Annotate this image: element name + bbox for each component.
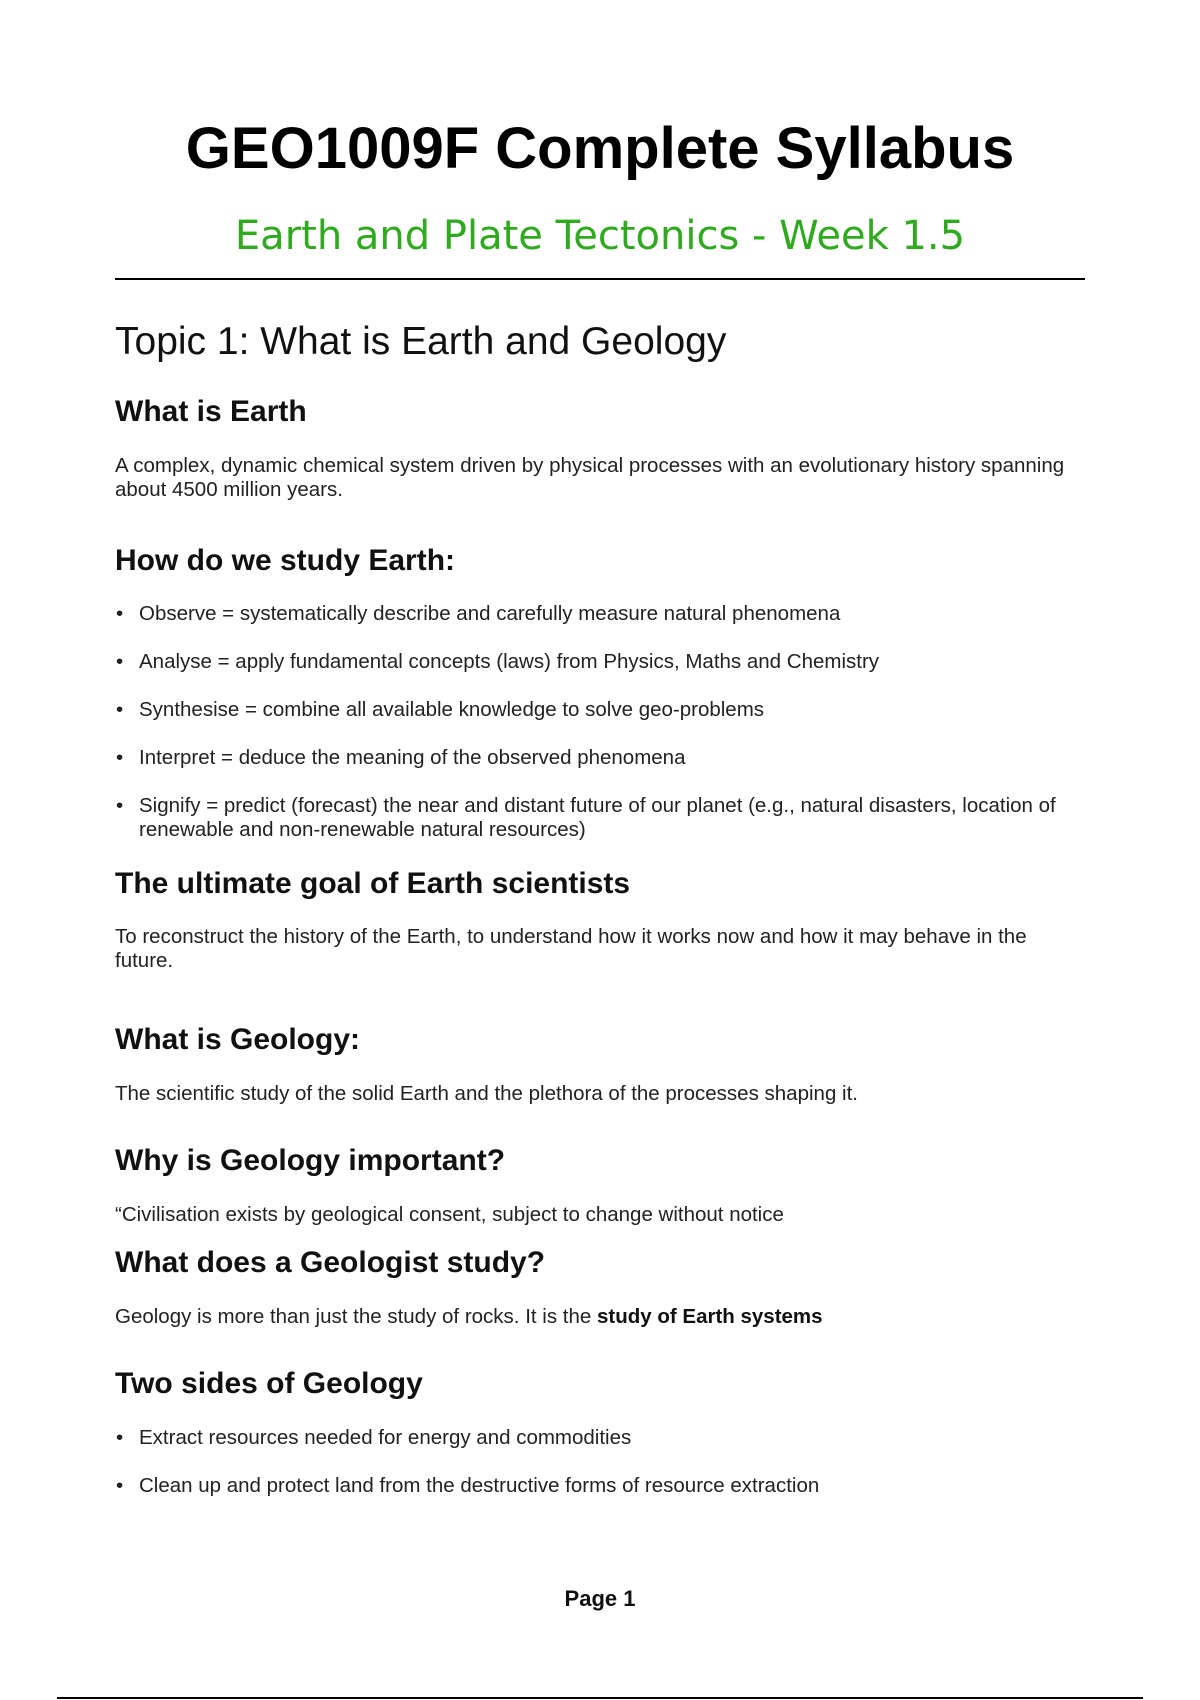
geologist-study-emphasis: study of Earth systems xyxy=(596,1305,823,1328)
list-item: • Signify = predict (forecast) the near and distant future of our planet (e.g., natural disasters, location of renewable and non-renewable natural resources) xyxy=(115,794,1085,842)
two-sides-list xyxy=(115,1426,1085,1498)
list-item: • Interpret = deduce the meaning of the observed phenomena xyxy=(115,746,1085,770)
document-body xyxy=(115,318,1085,1498)
section-heading-how-study: How do we study Earth: xyxy=(115,544,456,577)
paragraph-what-is-geology: The scientific study of the solid Earth and the plethora of the processes shaping it. xyxy=(115,1082,858,1105)
section-heading-ultimate-goal: The ultimate goal of Earth scientists xyxy=(115,867,631,900)
footer-divider xyxy=(57,1697,1143,1699)
paragraph-geologist-study xyxy=(115,1305,1085,1329)
page-number: Page 1 xyxy=(564,1586,636,1611)
document-subtitle: Earth and Plate Tectonics - Week 1.5 xyxy=(234,213,966,259)
topic-heading: Topic 1: What is Earth and Geology xyxy=(115,320,727,363)
list-item: • Synthesise = combine all available knowledge to solve geo-problems xyxy=(115,698,1085,722)
list-item: • Observe = systematically describe and carefully measure natural phenomena xyxy=(115,602,1085,626)
paragraph-why-important: “Civilisation exists by geological consent, subject to change without notice xyxy=(115,1203,784,1226)
paragraph-what-is-earth: A complex, dynamic chemical system driven by physical processes with an evolutionary history spanning about 4500 million years. xyxy=(115,454,1065,501)
section-heading-what-is-geology: What is Geology: xyxy=(115,1023,361,1056)
section-heading-geologist-study: What does a Geologist study? xyxy=(115,1246,546,1279)
geologist-study-text: Geology is more than just the study of rocks. It is the xyxy=(115,1305,597,1328)
section-heading-what-is-earth: What is Earth xyxy=(115,395,307,428)
paragraph-ultimate-goal: To reconstruct the history of the Earth, to understand how it works now and how it may behave in the future. xyxy=(115,925,1027,972)
list-item: • Analyse = apply fundamental concepts (laws) from Physics, Maths and Chemistry xyxy=(115,650,1085,674)
document-title: GEO1009F Complete Syllabus xyxy=(185,116,1015,181)
section-heading-why-important: Why is Geology important? xyxy=(115,1144,506,1177)
list-item: • Extract resources needed for energy and commodities xyxy=(115,1426,1085,1450)
list-item: • Clean up and protect land from the destructive forms of resource extraction xyxy=(115,1474,1085,1498)
how-study-list xyxy=(115,602,1085,842)
header-divider xyxy=(115,278,1085,280)
section-heading-two-sides: Two sides of Geology xyxy=(115,1367,423,1400)
